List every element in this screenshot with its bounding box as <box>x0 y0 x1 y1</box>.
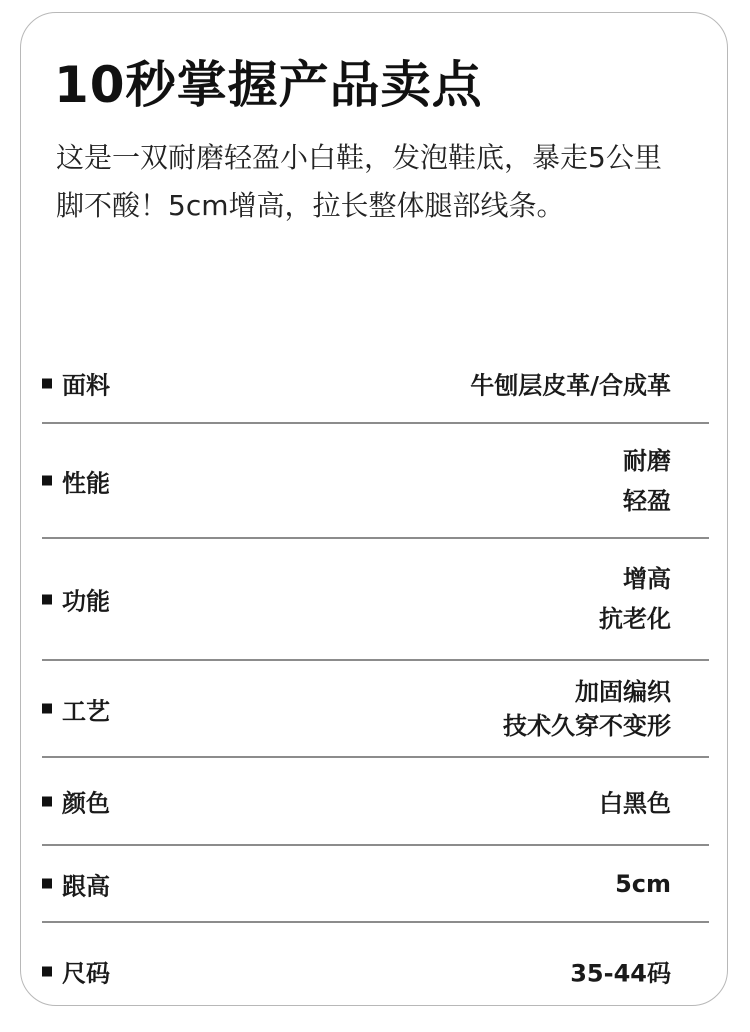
spec-row-size <box>42 923 709 1019</box>
spec-value <box>599 784 671 819</box>
spec-value-line: 轻盈 <box>623 486 671 515</box>
bullet-square-icon <box>42 476 52 486</box>
spec-row-color <box>42 758 709 846</box>
spec-row-performance <box>42 424 709 539</box>
spec-value-line: 牛刨层皮革/合成革 <box>470 371 671 400</box>
spec-value-line: 加固编织 <box>575 677 671 706</box>
bullet-square-icon <box>42 966 52 976</box>
description-line: 脚不酸！5cm增高，拉长整体腿部线条。 <box>56 189 565 222</box>
bullet-square-icon <box>42 594 52 604</box>
bullet-square-icon <box>42 796 52 806</box>
bullet-square-icon <box>42 378 52 388</box>
spec-label: 功能 <box>62 587 110 616</box>
spec-value-line: 抗老化 <box>599 605 671 633</box>
spec-value-line: 5cm <box>615 869 671 898</box>
spec-table <box>42 344 709 1019</box>
spec-value-line: 技术久穿不变形 <box>503 711 671 740</box>
spec-value <box>615 870 671 898</box>
spec-label: 性能 <box>62 469 110 497</box>
spec-value-line: 35-44码 <box>570 959 671 988</box>
description-line: 这是一双耐磨轻盈小白鞋，发泡鞋底，暴走5公里 <box>56 141 662 174</box>
product-description <box>56 134 716 230</box>
spec-value <box>570 954 671 989</box>
bullet-square-icon <box>42 879 52 889</box>
spec-row-material <box>42 344 709 424</box>
spec-value-line: 增高 <box>623 565 671 593</box>
spec-value <box>470 366 671 401</box>
spec-label: 尺码 <box>62 959 110 988</box>
spec-value <box>623 441 671 521</box>
page-title: 10秒掌握产品卖点 <box>54 56 483 114</box>
spec-label: 跟高 <box>62 872 110 900</box>
spec-label: 颜色 <box>62 789 110 818</box>
bullet-square-icon <box>42 704 52 714</box>
spec-value <box>599 559 671 639</box>
spec-row-function <box>42 539 709 661</box>
spec-value-line: 耐磨 <box>623 446 671 475</box>
spec-row-craft <box>42 661 709 758</box>
spec-value <box>503 675 671 743</box>
spec-row-heel-height <box>42 846 709 923</box>
spec-label: 面料 <box>62 371 110 400</box>
spec-label: 工艺 <box>62 697 110 725</box>
spec-value-line: 白黑色 <box>599 789 671 818</box>
